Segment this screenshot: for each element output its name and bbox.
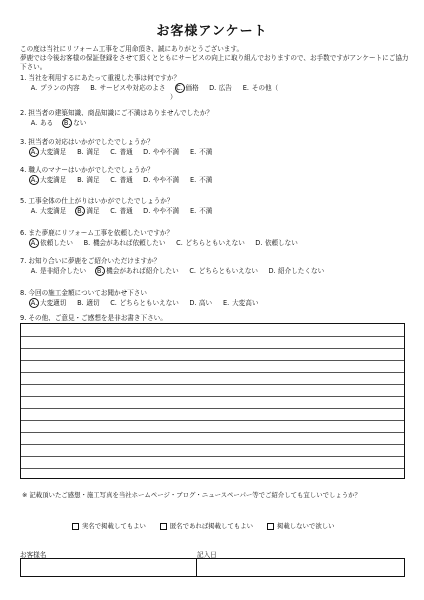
option-letter: E. [242,84,249,92]
ruled-line [21,408,404,409]
consent-options [72,521,335,530]
answer-option[interactable] [242,83,278,93]
option-label: サービスや対応のよさ [99,83,166,92]
answer-option[interactable] [110,298,179,308]
option-label: 不満 [199,147,213,156]
answer-option[interactable] [143,206,179,216]
question-text: 3. 担当者の対応はいかがでしたでしょうか？ [20,138,154,146]
option-letter: D. [143,176,151,184]
option-label: ない [73,118,87,127]
option-label: 満足 [86,175,100,184]
option-letter: B. [63,119,71,127]
option-label: 普通 [119,175,133,184]
option-label: 普通 [119,206,133,215]
answer-options [20,175,416,185]
consent-option[interactable] [267,521,335,530]
option-label: 普通 [119,147,133,156]
option-letter: D. [143,207,151,215]
option-label: 満足 [86,147,100,156]
answer-option-selected[interactable] [30,298,66,308]
checkbox[interactable] [267,523,274,530]
answer-option[interactable] [189,175,212,185]
option-letter: D. [143,148,151,156]
consent-option[interactable] [72,521,146,530]
publication-consent-question: ※ 記載頂いたご感想・施工写真を当社ホームページ・ブログ・ニュースペーパー等でご紹介しても宜しいでしょうか？ [22,491,361,499]
answer-option[interactable] [76,298,99,308]
question-text: 5. 工事全体の仕上がりはいかがでしたでしょうか？ [20,197,174,205]
option-letter: B. [77,207,84,215]
answer-option[interactable] [189,266,258,276]
option-letter: C. [176,84,183,92]
answer-options [20,206,416,216]
customer-name-field[interactable] [20,558,197,577]
answer-option[interactable] [209,83,232,93]
answer-option-selected[interactable] [76,206,99,216]
answer-option[interactable] [76,147,99,157]
question-4 [20,166,416,185]
checkbox[interactable] [160,523,167,530]
option-letter: C. [110,148,117,156]
question-text: 4. 職人のマナーはいかがでしたでしょうか？ [20,166,154,174]
ruled-line [21,468,404,469]
option-letter: A. [30,84,38,92]
question-3 [20,138,416,157]
option-label: 満足 [86,206,100,215]
answer-option[interactable] [255,238,298,248]
answer-option[interactable] [30,266,86,276]
answer-options [20,83,416,102]
option-letter: B. [77,148,84,156]
answer-option[interactable] [222,298,258,308]
answer-option-selected[interactable] [30,238,73,248]
intro-line: 夢鹿では今後お客様の保証登録をさせて頂くとともにサービスの向上に取り組んでおりますので、お手数ですがアンケートにご協力下さい。 [20,54,409,71]
option-label: 不満 [199,175,213,184]
option-label: 是非紹介したい [40,266,87,275]
option-letter: A. [30,299,38,307]
comment-box[interactable] [20,323,405,479]
answer-options [20,298,416,308]
answer-option[interactable] [90,83,166,93]
ruled-line [21,384,404,385]
option-label: 依頼したい [40,238,73,247]
option-label: 紹介したくない [278,266,325,275]
answer-option[interactable] [76,175,99,185]
ruled-line [21,432,404,433]
question-8 [20,289,416,308]
answer-option[interactable] [110,147,133,157]
ruled-line [21,396,404,397]
option-label: 不満 [199,206,213,215]
option-letter: B. [77,299,84,307]
option-label: どちらともいえない [119,298,179,307]
answer-options [20,238,416,248]
option-letter: A. [30,176,38,184]
answer-option[interactable] [143,147,179,157]
answer-options [20,118,416,128]
option-letter: C. [110,299,117,307]
intro-line: この度は当社にリフォーム工事をご用命頂き、誠にありがとうございます。 [20,45,244,53]
option-letter: E. [222,299,230,307]
answer-options [20,147,416,157]
option-label: 大変満足 [40,175,67,184]
question-text: 1. 当社を利用するにあたって重視した事は何ですか？ [20,74,181,82]
option-label: 機会があれば依頼したい [92,238,166,247]
option-letter: D. [189,299,197,307]
question-2 [20,109,416,128]
answer-option[interactable] [268,266,324,276]
consent-option-label: 掲載しないで欲しい [276,522,335,530]
option-label: 大変満足 [40,147,67,156]
option-letter: A. [30,267,38,275]
consent-option[interactable] [160,521,253,530]
closing-paren: ） [170,93,177,101]
question-7 [20,257,416,276]
ruled-line [21,444,404,445]
ruled-line [21,372,404,373]
option-letter: C. [110,207,117,215]
option-label: プランの内容 [40,83,80,92]
option-letter: E. [189,148,197,156]
option-label: 依頼しない [264,238,298,247]
answer-options [20,266,416,276]
ruled-line [21,360,404,361]
answer-option[interactable] [189,147,212,157]
option-label: 大変満足 [40,206,67,215]
answer-option[interactable] [30,118,53,128]
ruled-line [21,348,404,349]
option-label: 高い [198,298,213,307]
option-label: どちらともいえない [185,238,245,247]
option-letter: E. [189,207,197,215]
answer-option[interactable] [189,206,212,216]
answer-option-selected[interactable] [176,83,199,93]
option-label: やや不満 [152,175,180,184]
option-letter: C. [189,267,197,275]
answer-option[interactable] [83,238,166,248]
question-1 [20,74,416,102]
answer-option[interactable] [143,175,179,185]
option-label: ある [40,118,54,127]
consent-option-label: 匿名であれば掲載してもよい [169,522,253,530]
ruled-line [21,456,404,457]
intro-text [20,45,410,72]
answer-option-selected[interactable] [96,266,179,276]
answer-option-selected[interactable] [63,118,86,128]
option-letter: D. [255,239,263,247]
option-letter: D. [268,267,276,275]
option-label: 大変適切 [40,298,67,307]
option-label: どちらともいえない [198,266,259,275]
question-9 [20,314,416,323]
date-label: 記入日 [197,551,217,559]
page-title: お客様アンケート [156,24,268,39]
answer-option-selected[interactable] [30,147,66,157]
option-letter: B. [96,267,104,275]
option-letter: B. [90,84,97,92]
option-letter: D. [209,84,217,92]
answer-option[interactable] [110,206,133,216]
option-label: 広告 [218,83,232,92]
answer-option[interactable] [189,298,212,308]
option-letter: A. [30,148,38,156]
ruled-line [21,336,404,337]
option-letter: B. [83,239,91,247]
checkbox[interactable] [72,523,79,530]
question-6 [20,229,416,248]
option-label: 大変高い [232,298,259,307]
question-text: 6. また夢鹿にリフォーム工事を依頼したいですか？ [20,229,174,237]
option-label: 価格 [185,83,199,92]
consent-option-label: 実名で掲載してもよい [82,522,146,530]
question-text: 9. その他、ご意見・ご感想を是非お書き下さい。 [20,314,167,322]
date-field[interactable] [196,558,405,577]
question-text: 7. お知り合いに夢鹿をご紹介いただけますか？ [20,257,161,265]
option-letter: C. [176,239,183,247]
ruled-line [21,420,404,421]
option-letter: E. [189,176,197,184]
question-5 [20,197,416,216]
question-text: 8. 今回の施工金額についてお聞かせ下さい [20,289,147,297]
answer-option-selected[interactable] [30,175,66,185]
option-label: 適切 [86,298,100,307]
option-letter: A. [30,119,38,127]
option-letter: A. [30,239,38,247]
option-letter: A. [30,207,38,215]
option-letter: C. [110,176,117,184]
option-label: 機会があれば紹介したい [106,266,179,275]
option-label: やや不満 [152,206,180,215]
option-letter: B. [77,176,84,184]
option-label: やや不満 [152,147,180,156]
answer-option[interactable] [176,238,245,248]
option-label: その他（ [251,83,279,92]
question-text: 2. 担当者の建築知識、商品知識にご不満はありませんでしたか？ [20,109,214,117]
answer-option[interactable] [110,175,133,185]
answer-option[interactable] [30,206,66,216]
answer-option[interactable] [30,83,80,93]
customer-name-label: お客様名 [20,551,47,559]
